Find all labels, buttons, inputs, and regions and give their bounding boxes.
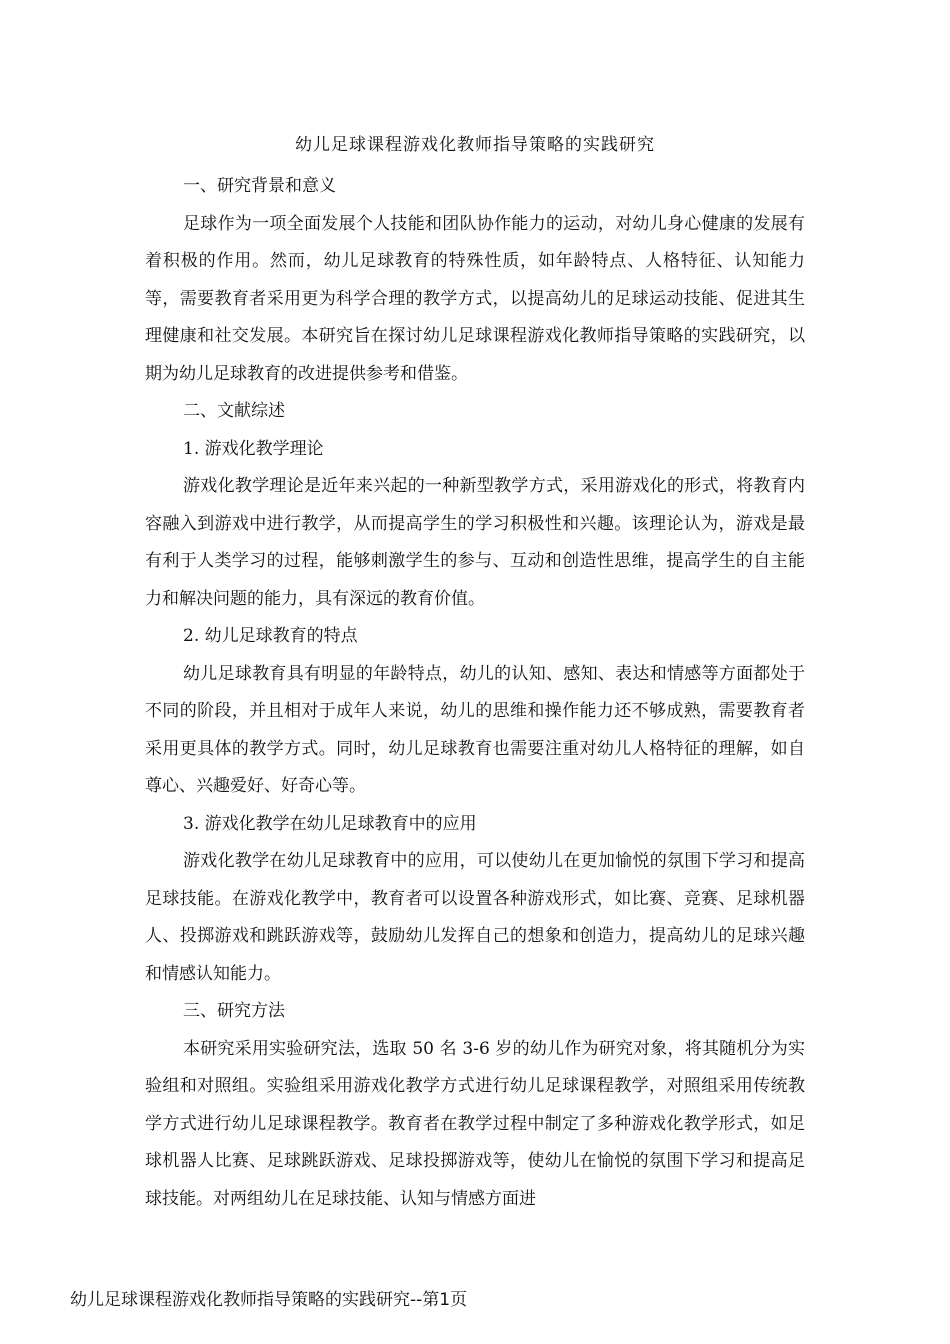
document-title: 幼儿足球课程游戏化教师指导策略的实践研究 — [295, 135, 655, 155]
section-heading: 三、研究方法 — [183, 1001, 285, 1021]
body-paragraph: 游戏化教学理论是近年来兴起的一种新型教学方式，采用游戏化的形式，将教育内容融入到游戏中进行教学，从而提高学生的学习积极性和兴趣。该理论认为，游戏是最有利于人类学习的过程，能够刺激学生的参与、互动和创造性思维，提高学生的自主能力和解决问题的能力，具有深远的教育价值。 — [145, 476, 805, 609]
section-heading: 二、文献综述 — [183, 401, 285, 421]
document-page — [145, 130, 805, 1218]
section-heading: 一、研究背景和意义 — [183, 176, 336, 196]
body-paragraph: 本研究采用实验研究法，选取 50 名 3-6 岁的幼儿作为研究对象，将其随机分为实验组和对照组。实验组采用游戏化教学方式进行幼儿足球课程教学，对照组采用传统教学方式进行幼儿足球课程教学。教育者在教学过程中制定了多种游戏化教学形式，如足球机器人比赛、足球跳跃游戏、足球投掷游戏等，使幼儿在愉悦的氛围下学习和提高足球技能。对两组幼儿在足球技能、认知与情感方面进 — [145, 1038, 805, 1209]
body-paragraph: 足球作为一项全面发展个人技能和团队协作能力的运动，对幼儿身心健康的发展有着积极的作用。然而，幼儿足球教育的特殊性质，如年龄特点、人格特征、认知能力等，需要教育者采用更为科学合理的教学方式，以提高幼儿的足球运动技能、促进其生理健康和社交发展。本研究旨在探讨幼儿足球课程游戏化教师指导策略的实践研究，以期为幼儿足球教育的改进提供参考和借鉴。 — [145, 213, 805, 384]
body-paragraph: 游戏化教学在幼儿足球教育中的应用，可以使幼儿在更加愉悦的氛围下学习和提高足球技能。在游戏化教学中，教育者可以设置各种游戏形式，如比赛、竞赛、足球机器人、投掷游戏和跳跃游戏等，鼓励幼儿发挥自己的想象和创造力，提高幼儿的足球兴趣和情感认知能力。 — [145, 851, 805, 984]
subsection-heading: 2. 幼儿足球教育的特点 — [183, 626, 358, 646]
subsection-heading: 1. 游戏化教学理论 — [183, 438, 324, 459]
body-paragraph: 幼儿足球教育具有明显的年龄特点，幼儿的认知、感知、表达和情感等方面都处于不同的阶段，并且相对于成年人来说，幼儿的思维和操作能力还不够成熟，需要教育者采用更具体的教学方式。同时，幼儿足球教育也需要注重对幼儿人格特征的理解，如自尊心、兴趣爱好、好奇心等。 — [145, 663, 805, 796]
subsection-heading: 3. 游戏化教学在幼儿足球教育中的应用 — [183, 813, 477, 834]
page-footer: 幼儿足球课程游戏化教师指导策略的实践研究--第1页 — [70, 1290, 468, 1310]
